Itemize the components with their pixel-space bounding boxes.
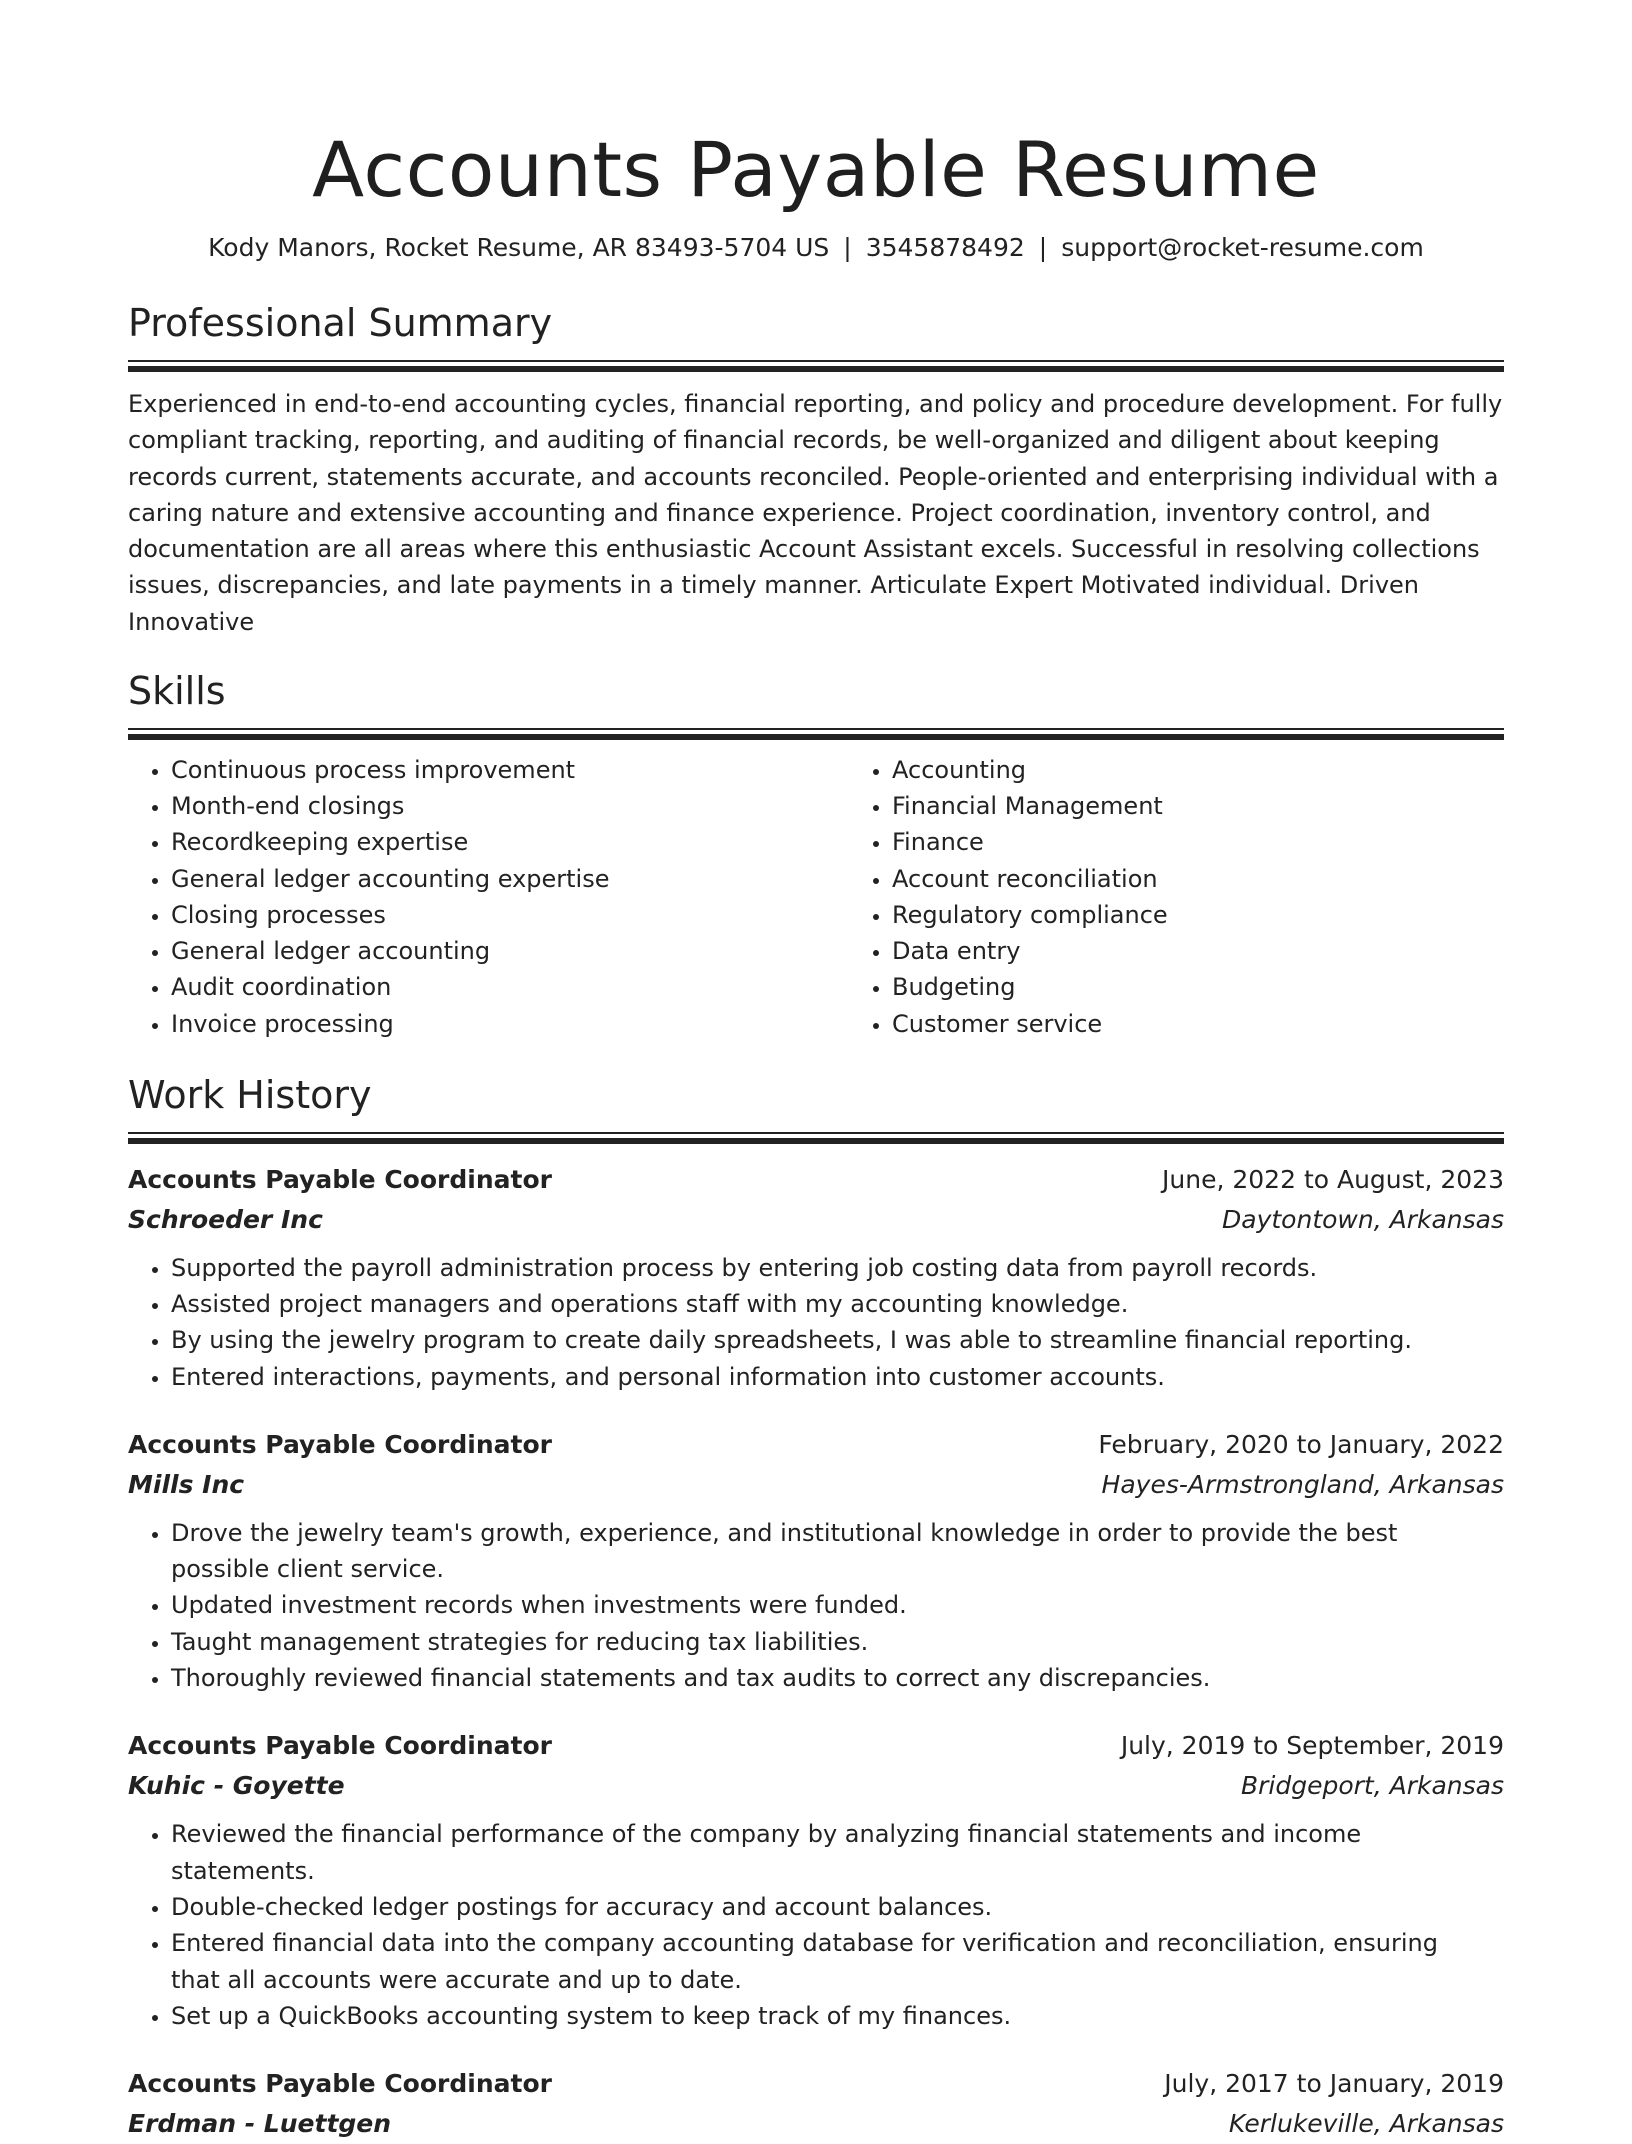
skill-item: • Data entry [892,933,1504,969]
skill-item: • Budgeting [892,969,1504,1005]
section-divider [128,360,1504,372]
skill-item: • Continuous process improvement [171,752,849,788]
skill-item: • Customer service [892,1006,1504,1042]
skill-item: • Recordkeeping expertise [171,824,849,860]
resume-title: Accounts Payable Resume [312,125,1320,214]
job-location: Hayes-Armstrongland, Arkansas [1101,1469,1504,1499]
skill-item: • General ledger accounting [171,933,849,969]
job-subheader [128,1200,1504,1240]
resume-page [128,0,1504,2144]
contact-line [128,230,1504,266]
skill-item: • Closing processes [171,897,849,933]
job-bullet: • Reviewed the financial performance of the company by analyzing financial statements and income statements. [171,1816,1504,1889]
skill-item: • Audit coordination [171,969,849,1005]
skill-item: • Account reconciliation [892,861,1504,897]
contact-email[interactable]: support@rocket-resume.com [1061,233,1424,262]
job-bullets [128,1515,1504,1696]
section-heading-summary: Professional Summary [128,301,553,345]
job-header [128,1425,1504,1465]
job-bullet: • Entered interactions, payments, and personal information into customer accounts. [171,1359,1504,1395]
job-bullet: • Supported the payroll administration process by entering job costing data from payroll records. [171,1250,1504,1286]
section-heading-work: Work History [128,1072,372,1117]
job-header [128,1726,1504,1766]
job-company: Mills Inc [128,1469,245,1499]
job-subheader [128,2104,1504,2144]
job-bullets [128,1816,1504,2034]
section-divider [128,728,1504,740]
skills-columns [128,752,1504,1042]
job-entry [128,1425,1504,1696]
job-title: Accounts Payable Coordinator [128,1429,552,1459]
skill-item: • Financial Management [892,788,1504,824]
job-bullet: • By using the jewelry program to create daily spreadsheets, I was able to streamline financial reporting. [171,1322,1504,1358]
skill-item: • Regulatory compliance [892,897,1504,933]
job-entry [128,2064,1504,2144]
job-title: Accounts Payable Coordinator [128,2069,552,2099]
job-bullet: • Updated investment records when investments were funded. [171,1587,1504,1623]
job-dates: July, 2019 to September, 2019 [1120,1731,1504,1761]
contact-phone: 3545878492 [865,233,1025,262]
job-company: Erdman - Luettgen [128,2109,392,2139]
skills-list-left [128,752,849,1042]
job-bullet: • Assisted project managers and operations staff with my accounting knowledge. [171,1286,1504,1322]
summary-text: Experienced in end-to-end accounting cycles, financial reporting, and policy and procedure development. For fully compliant tracking, reporting, and auditing of financial records, be well-organized and diligent about keeping records current, statements accurate, and accounts reconciled. People-oriented and enterprising individual with a caring nature and extensive accounting and finance experience. Project coordination, inventory control, and documentation are all areas where this enthusiastic Account Assistant excels. Successful in resolving collections issues, discrepancies, and late payments in a timely manner. Articulate Expert Motivated individual. Driven Innovative [128,390,1503,636]
contact-separator: | [843,233,852,262]
skills-section [128,666,1504,1042]
job-bullet: • Taught management strategies for reducing tax liabilities. [171,1624,1504,1660]
contact-address: Kody Manors, Rocket Resume, AR 83493-5704 US [208,233,830,262]
summary-section [128,298,1504,640]
skill-item: • Accounting [892,752,1504,788]
skill-item: • Finance [892,824,1504,860]
skills-list-right [849,752,1504,1042]
job-bullet: • Double-checked ledger postings for accuracy and account balances. [171,1889,1504,1925]
job-location: Daytontown, Arkansas [1222,1204,1504,1234]
section-heading-skills: Skills [128,669,226,714]
job-subheader [128,1766,1504,1806]
job-dates: July, 2017 to January, 2019 [1164,2069,1504,2099]
job-title: Accounts Payable Coordinator [128,1164,552,1194]
job-title: Accounts Payable Coordinator [128,1731,552,1761]
job-header [128,1160,1504,1200]
work-section [128,1070,1504,2144]
job-entry [128,1726,1504,2034]
job-dates: February, 2020 to January, 2022 [1098,1429,1504,1459]
job-location: Bridgeport, Arkansas [1240,1771,1504,1801]
job-bullet: • Set up a QuickBooks accounting system to keep track of my finances. [171,1998,1504,2034]
section-divider [128,1132,1504,1144]
job-company: Kuhic - Goyette [128,1771,345,1801]
job-entry [128,1160,1504,1395]
job-bullet: • Drove the jewelry team's growth, experience, and institutional knowledge in order to provide the best possible client service. [171,1515,1504,1588]
skill-item: • Month-end closings [171,788,849,824]
skill-item: • Invoice processing [171,1006,849,1042]
contact-separator: | [1038,233,1048,262]
job-company: Schroeder Inc [128,1204,323,1234]
job-header [128,2064,1504,2104]
job-bullet: • Thoroughly reviewed financial statements and tax audits to correct any discrepancies. [171,1660,1504,1696]
job-bullets [128,1250,1504,1395]
skill-item: • General ledger accounting expertise [171,861,849,897]
job-subheader [128,1465,1504,1505]
job-dates: June, 2022 to August, 2023 [1162,1164,1504,1194]
job-bullet: • Entered financial data into the company accounting database for verification and reconciliation, ensuring that all accounts were accurate and up to date. [171,1925,1504,1998]
job-location: Kerlukeville, Arkansas [1228,2109,1504,2139]
